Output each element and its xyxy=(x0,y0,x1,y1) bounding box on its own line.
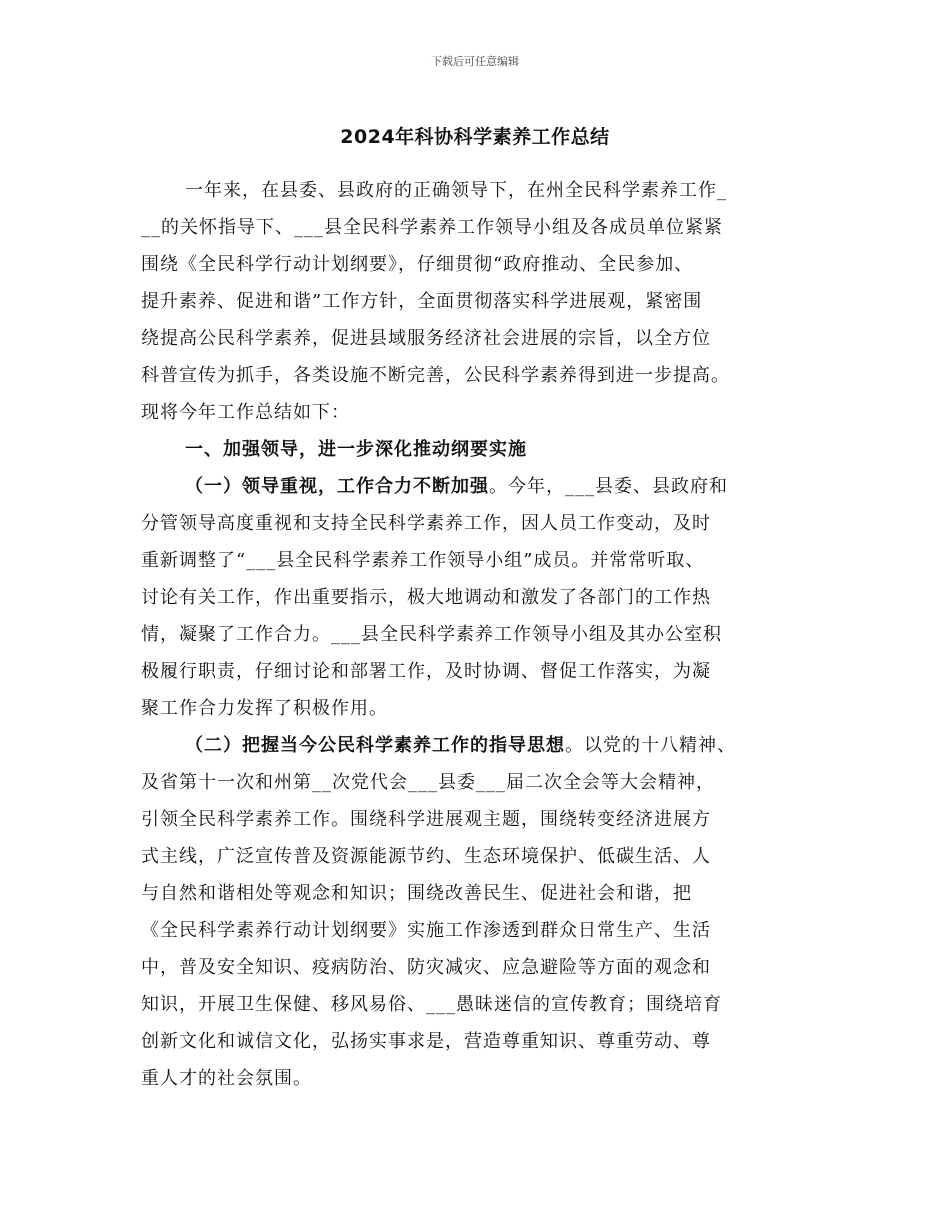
paragraph-1-line: 聚工作合力发挥了积极作用。 xyxy=(141,698,388,719)
intro-line: 现将今年工作总结如下： xyxy=(141,402,350,423)
intro-line: 绕提高公民科学素养，促进县域服务经济社会进展的宗旨，以全方位 xyxy=(141,328,711,349)
paragraph-2-line: 式主线，广泛宣传普及资源能源节约、生态环境保护、低碳生活、人 xyxy=(141,846,711,867)
paragraph-2-line: 重人才的社会氛围。 xyxy=(141,1068,312,1089)
paragraph-2-first-line-rest: 。以党的十八精神、 xyxy=(565,735,736,756)
section-heading xyxy=(141,431,809,468)
paragraph-2-line: 引领全民科学素养工作。围绕科学进展观主题，围绕转变经济进展方 xyxy=(141,809,711,830)
paragraph-1-line: 情，凝聚了工作合力。___县全民科学素养工作领导小组及其办公室积 xyxy=(141,624,722,645)
paragraph-1 xyxy=(141,468,809,727)
paragraph-1-first-line xyxy=(141,468,809,505)
intro-line: 围绕《全民科学行动计划纲要》，仔细贯彻“政府推动、全民参加、 xyxy=(141,254,694,275)
paragraph-1-line: 重新调整了“___县全民科学素养工作领导小组”成员。并常常听取、 xyxy=(141,550,705,571)
intro-paragraph xyxy=(141,172,809,431)
paragraph-1-first-line-rest: 。今年，___县委、县政府和 xyxy=(489,476,728,497)
intro-line: 科普宣传为抓手，各类设施不断完善，公民科学素养得到进一步提高。 xyxy=(141,365,730,386)
paragraph-1-line: 分管领导高度重视和支持全民科学素养工作，因人员工作变动，及时 xyxy=(141,513,711,534)
intro-line: __的关怀指导下、___县全民科学素养工作领导小组及各成员单位紧紧 xyxy=(141,217,723,238)
paragraph-1-line: 讨论有关工作，作出重要指示，极大地调动和激发了各部门的工作热 xyxy=(141,587,711,608)
section-1-heading: 一、加强领导，进一步深化推动纲要实施 xyxy=(185,439,527,460)
paragraph-1-line: 极履行职责，仔细讨论和部署工作，及时协调、督促工作落实，为凝 xyxy=(141,661,711,682)
paragraph-1-lead: （一）领导重视，工作合力不断加强 xyxy=(185,476,489,497)
paragraph-2-line: 及省第十一次和州第__次党代会___县委___届二次全会等大会精神， xyxy=(141,772,715,793)
paragraph-2-line: 中，普及安全知识、疫病防治、防灾减灾、应急避险等方面的观念和 xyxy=(141,957,711,978)
paragraph-2-line: 创新文化和诚信文化，弘扬实事求是，营造尊重知识、尊重劳动、尊 xyxy=(141,1031,711,1052)
intro-line: 一年来，在县委、县政府的正确领导下，在州全民科学素养工作_ xyxy=(185,180,727,201)
intro-line: 提升素养、促进和谐”工作方针，全面贯彻落实科学进展观，紧密围 xyxy=(141,291,703,312)
paragraph-2-line: 《全民科学素养行动计划纲要》实施工作渗透到群众日常生产、生活 xyxy=(141,920,711,941)
paragraph-2-first-line xyxy=(141,727,809,764)
paragraph-2-line: 知识，开展卫生保健、移风易俗、___愚昧迷信的宣传教育；围绕培育 xyxy=(141,994,722,1015)
paragraph-2-lead: （二）把握当今公民科学素养工作的指导思想 xyxy=(185,735,565,756)
paragraph-2 xyxy=(141,727,809,1097)
document-title: 2024年科协科学素养工作总结 xyxy=(340,126,610,148)
paragraph-2-line: 与自然和谐相处等观念和知识；围绕改善民生、促进社会和谐，把 xyxy=(141,883,692,904)
header-note: 下载后可任意编辑 xyxy=(431,55,519,68)
